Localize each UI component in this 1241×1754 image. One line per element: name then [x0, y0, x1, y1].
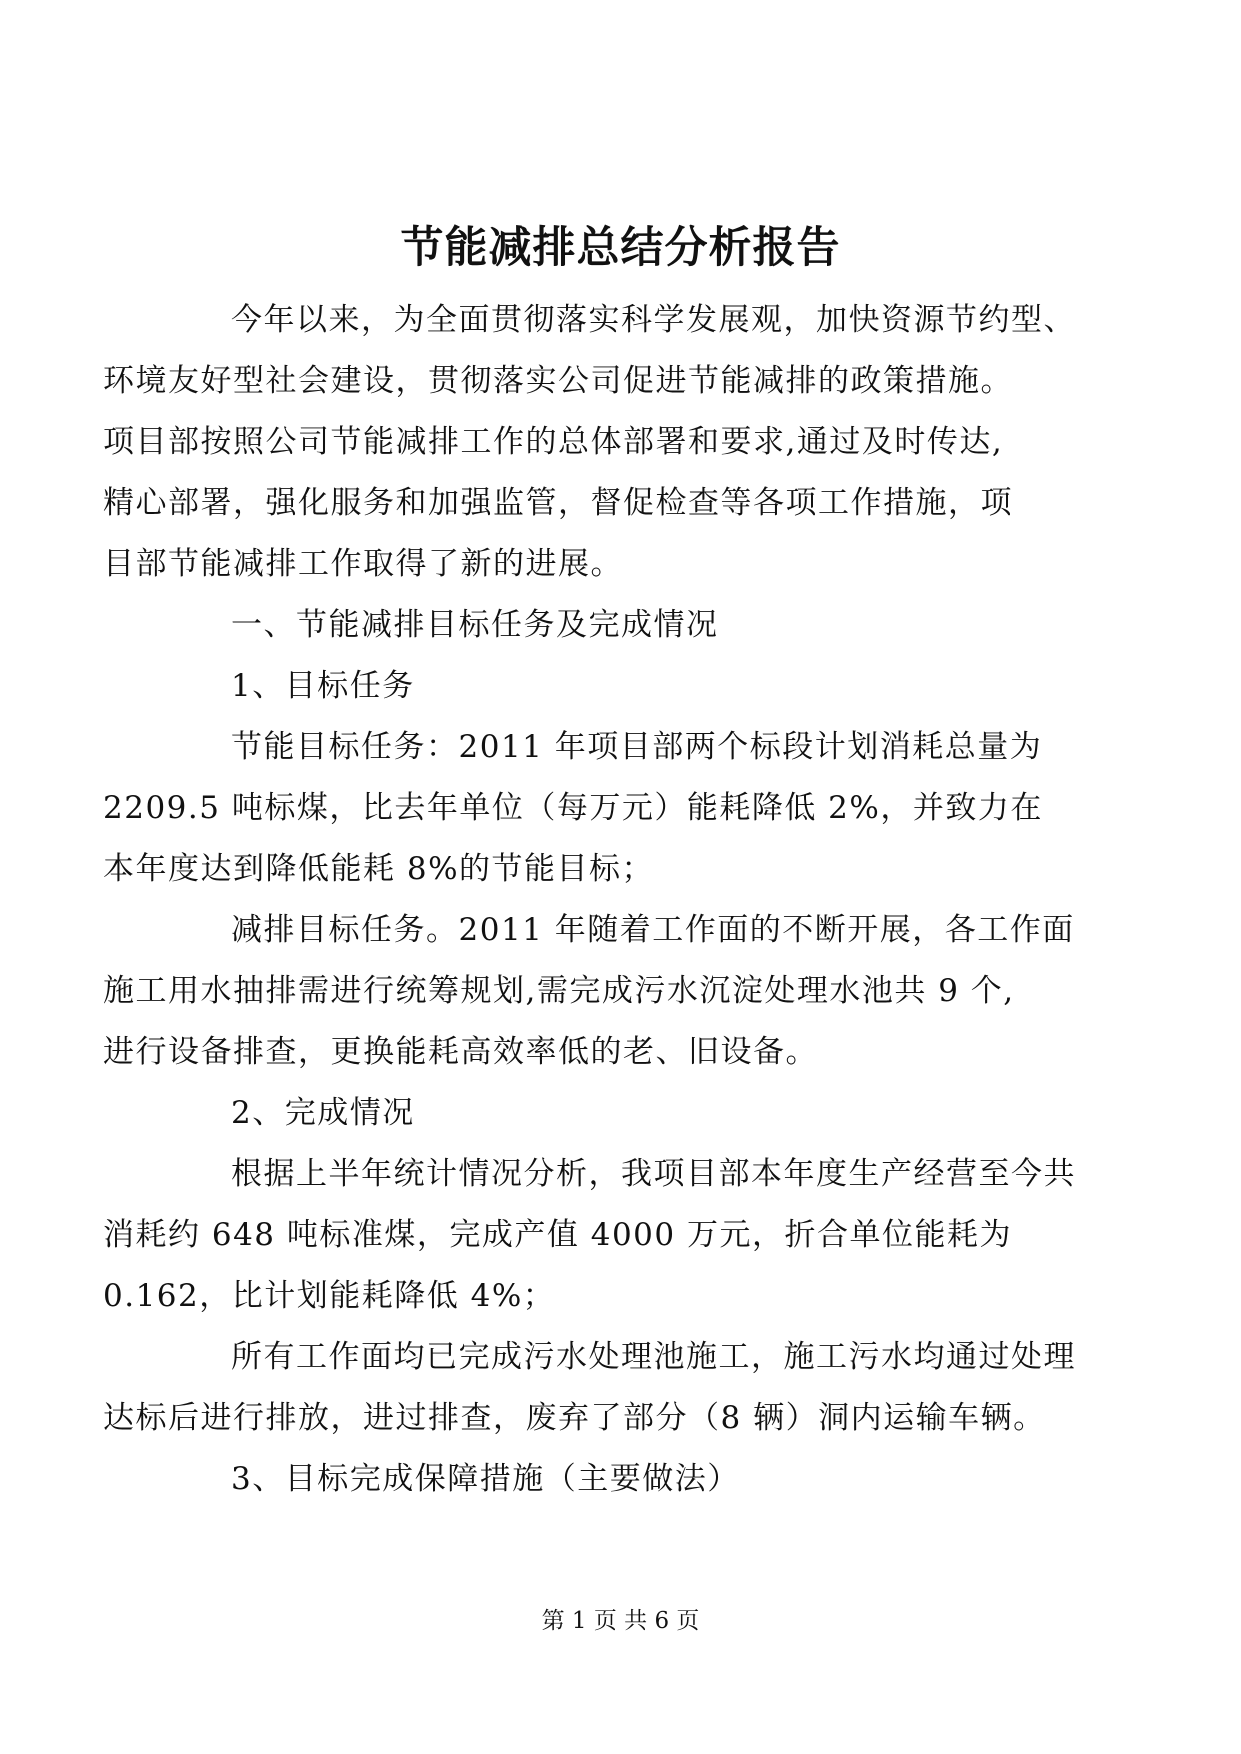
text-line: 3、目标完成保障措施（主要做法） — [231, 1461, 740, 1497]
text-line: 根据上半年统计情况分析，我项目部本年度生产经营至今共 — [231, 1156, 1076, 1192]
text-line: 1、目标任务 — [231, 668, 415, 704]
paragraph — [103, 290, 1077, 595]
paragraph — [167, 1083, 1077, 1144]
paragraph — [167, 656, 1077, 717]
text-line: 施工用水抽排需进行统筹规划,需完成污水沉淀处理水池共 9 个, — [103, 973, 1015, 1009]
paragraph — [103, 1144, 1077, 1327]
paragraph — [103, 900, 1077, 1083]
text-line: 本年度达到降低能耗 8%的节能目标； — [103, 851, 655, 887]
paragraph — [103, 717, 1077, 900]
paragraph — [167, 1449, 1077, 1510]
text-line: 2209.5 吨标煤，比去年单位（每万元）能耗降低 2%，并致力在 — [103, 790, 1043, 826]
text-line: 0.162，比计划能耗降低 4%； — [103, 1278, 556, 1314]
text-line: 目部节能减排工作取得了新的进展。 — [103, 546, 623, 582]
paragraph — [103, 1327, 1077, 1449]
text-line: 消耗约 648 吨标准煤，完成产值 4000 万元，折合单位能耗为 — [103, 1217, 1012, 1253]
text-line: 节能目标任务：2011 年项目部两个标段计划消耗总量为 — [231, 729, 1043, 765]
text-line: 达标后进行排放，进过排查，废弃了部分（8 辆）洞内运输车辆。 — [103, 1400, 1046, 1436]
text-line: 进行设备排查，更换能耗高效率低的老、旧设备。 — [103, 1034, 818, 1070]
text-line: 2、完成情况 — [231, 1095, 415, 1131]
text-line: 环境友好型社会建设，贯彻落实公司促进节能减排的政策措施。 — [103, 363, 1013, 399]
document-body — [103, 290, 1077, 1510]
text-line: 一、节能减排目标任务及完成情况 — [231, 607, 719, 643]
text-line: 所有工作面均已完成污水处理池施工，施工污水均通过处理 — [231, 1339, 1076, 1375]
text-line: 项目部按照公司节能减排工作的总体部署和要求,通过及时传达, — [103, 424, 1004, 460]
text-line: 精心部署，强化服务和加强监管，督促检查等各项工作措施，项 — [103, 485, 1013, 521]
text-line: 减排目标任务。2011 年随着工作面的不断开展，各工作面 — [231, 912, 1075, 948]
page-footer: 第 1 页 共 6 页 — [541, 1608, 700, 1634]
paragraph — [167, 595, 1077, 656]
text-line: 今年以来，为全面贯彻落实科学发展观，加快资源节约型、 — [231, 302, 1076, 338]
document-title: 节能减排总结分析报告 — [400, 223, 841, 273]
